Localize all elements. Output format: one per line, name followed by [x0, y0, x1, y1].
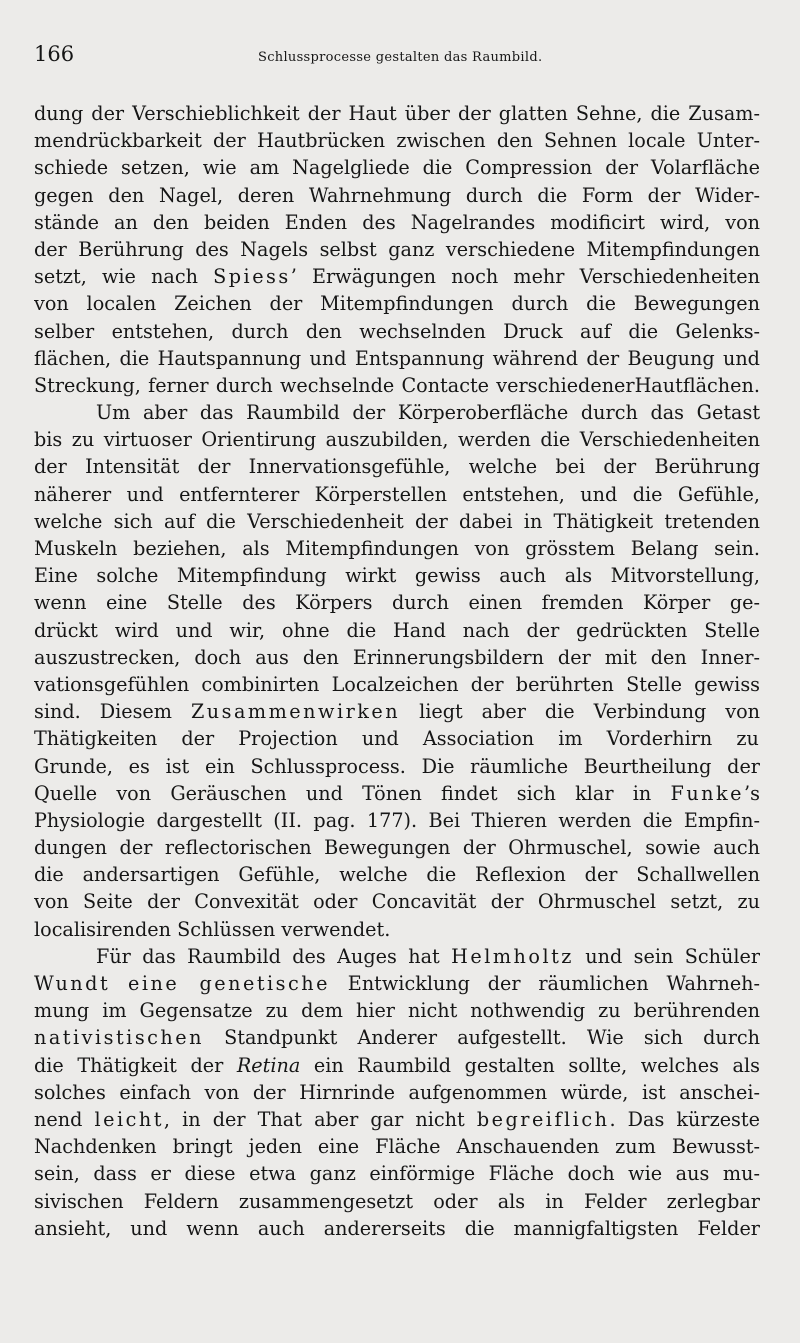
text-run: bis zu virtuoser Orientirung auszubilden, werden die Verschiedenheiten [34, 428, 760, 452]
text-line [34, 970, 760, 997]
text-run: Streckung, ferner durch wechselnde Contacte verschiedenerHautflächen. [34, 373, 760, 397]
text-line [34, 453, 760, 480]
spaced-name: Funke [670, 781, 745, 805]
text-line [34, 617, 760, 644]
text-run: Eine solche Mitempfindung wirkt gewiss auch als Mitvorstellung, [34, 564, 760, 588]
text-line [34, 1052, 760, 1079]
text-line [34, 589, 760, 616]
text-line [34, 182, 760, 209]
text-run: auszustrecken, doch aus den Erinnerungsbildern der mit den Inner- [34, 645, 760, 669]
spaced-name: Helmholtz [451, 944, 574, 968]
text-run: drückt wird und wir, ohne die Hand nach der gedrückten Stelle [34, 618, 760, 642]
text-run: Thätigkeiten der Projection und Association im Vorderhirn zu [34, 727, 759, 751]
text-run: mung im Gegensatze zu dem hier nicht nothwendig zu berührenden [34, 999, 760, 1023]
spaced-name: begreiflich [476, 1107, 610, 1131]
text-line [34, 154, 760, 181]
text-run: solches einfach von der Hirnrinde aufgenommen würde, ist anschei- [34, 1080, 760, 1104]
page-header [34, 42, 754, 78]
text-run: vationsgefühlen combinirten Localzeichen der berührten Stelle gewiss [34, 672, 760, 696]
text-line [34, 725, 760, 752]
body-text [34, 100, 760, 1242]
text-run: schiede setzen, wie am Nagelgliede die Compression der Volarfläche [34, 156, 760, 180]
spaced-name: Zusammenwirken [190, 700, 401, 724]
text-run: der Berührung des Nagels selbst ganz verschiedene Mitempfindungen [34, 237, 760, 261]
text-run: welche sich auf die Verschiedenheit der dabei in Thätigkeit tretenden [34, 509, 760, 533]
text-line [34, 426, 760, 453]
text-run: der Intensität der Innervationsgefühle, welche bei der Berührung [34, 455, 760, 479]
text-line [34, 1106, 760, 1133]
text-line [34, 345, 760, 372]
text-run: mendrückbarkeit der Hautbrücken zwischen den Sehnen locale Unter- [34, 129, 760, 153]
text-line [34, 1215, 760, 1242]
text-run: localisirenden Schlüssen verwendet. [34, 917, 391, 941]
spaced-name: Wundt [34, 972, 111, 995]
text-run: Entwicklung der räumlichen Wahrneh- [330, 972, 760, 995]
text-line [34, 481, 760, 508]
text-line [34, 318, 760, 345]
text-run: Muskeln beziehen, als Mitempfindungen von grösstem Belang sein. [34, 537, 760, 560]
text-run: ansieht, und wenn auch andererseits die mannigfaltigsten Felder [34, 1216, 760, 1240]
running-head: Schlussprocesse gestalten das Raumbild. [258, 50, 543, 65]
text-run [110, 972, 128, 995]
text-run: ’ Erwägungen noch mehr Verschiedenheiten [290, 265, 760, 289]
text-line [34, 780, 760, 807]
text-line [34, 372, 760, 399]
text-line [34, 943, 760, 970]
text-line [34, 290, 760, 317]
text-run: die andersartigen Gefühle, welche die Reflexion der Schallwellen [34, 863, 760, 887]
text-line [34, 698, 760, 725]
text-line [34, 1133, 760, 1160]
text-line [34, 399, 760, 426]
text-run: ein Raumbild gestalten sollte, welches als [300, 1053, 760, 1077]
text-run: sind. Diesem [34, 700, 191, 724]
text-run: Um aber das Raumbild der Körperoberfläche durch das Getast [96, 401, 760, 425]
text-run: dung der Verschieblichkeit der Haut über der glatten Sehne, die Zusam- [34, 102, 760, 125]
text-run: , in der That aber gar nicht [163, 1107, 477, 1131]
text-run: selber entstehen, durch den wechselnden Druck auf die Gelenks- [34, 319, 760, 343]
text-run: Standpunkt Anderer aufgestellt. Wie sich durch [203, 1026, 760, 1050]
text-run: Für das Raumbild des Auges hat [96, 944, 452, 968]
text-line [34, 263, 760, 290]
text-run: setzt, wie nach [34, 265, 214, 289]
text-run: flächen, die Hautspannung und Entspannung während der Beugung und [34, 346, 760, 370]
text-run: ’s [744, 781, 760, 805]
text-line [34, 100, 760, 127]
spaced-name: Spiess [213, 265, 291, 289]
spaced-name: nativistischen [34, 1026, 204, 1050]
text-line [34, 753, 760, 780]
text-line [34, 1024, 760, 1051]
text-run: und sein Schüler [573, 944, 760, 968]
text-run: von Seite der Convexität oder Concavität der Ohrmuschel setzt, zu [34, 890, 760, 914]
spaced-name: eine genetische [127, 972, 330, 995]
text-run: sivischen Feldern zusammengesetzt oder als in Felder zerlegbar [34, 1189, 760, 1213]
text-line [34, 1160, 760, 1187]
text-run: liegt aber die Verbindung von [400, 700, 760, 724]
text-line [34, 997, 760, 1024]
text-run: dungen der reflectorischen Bewegungen der Ohrmuschel, sowie auch [34, 836, 760, 860]
text-run: sein, dass er diese etwa ganz einförmige Fläche doch wie aus mu- [34, 1162, 760, 1186]
text-line [34, 888, 760, 915]
text-run: nend [34, 1107, 95, 1131]
text-run: Physiologie dargestellt (II. pag. 177). Bei Thieren werden die Empfin- [34, 808, 760, 832]
text-run: stände an den beiden Enden des Nagelrandes modificirt wird, von [34, 210, 760, 234]
text-line [34, 834, 760, 861]
text-line [34, 671, 760, 698]
text-line [34, 807, 760, 834]
text-run: . Das kürzeste [609, 1107, 760, 1131]
page-number: 166 [34, 42, 75, 66]
text-line [34, 562, 760, 589]
text-line [34, 916, 760, 943]
text-line [34, 1079, 760, 1106]
text-line [34, 861, 760, 888]
text-line [34, 1188, 760, 1215]
text-run: wenn eine Stelle des Körpers durch einen fremden Körper ge- [34, 591, 760, 615]
text-run: Grunde, es ist ein Schlussprocess. Die räumliche Beurtheilung der [34, 754, 760, 778]
spaced-name: leicht [94, 1107, 164, 1131]
text-run: näherer und entfernterer Körperstellen entstehen, und die Gefühle, [34, 482, 760, 506]
text-line [34, 127, 760, 154]
text-run: Nachdenken bringt jeden eine Fläche Anschauenden zum Bewusst- [34, 1135, 760, 1159]
text-run: gegen den Nagel, deren Wahrnehmung durch die Form der Wider- [34, 183, 760, 207]
text-line [34, 508, 760, 535]
text-run: die Thätigkeit der [34, 1053, 237, 1077]
text-line [34, 236, 760, 263]
text-line [34, 535, 760, 562]
text-run: Quelle von Geräuschen und Tönen findet sich klar in [34, 781, 671, 805]
text-run: von localen Zeichen der Mitempfindungen durch die Bewegungen [34, 292, 760, 316]
text-line [34, 644, 760, 671]
text-line [34, 209, 760, 236]
italic-term: Retina [236, 1053, 301, 1077]
